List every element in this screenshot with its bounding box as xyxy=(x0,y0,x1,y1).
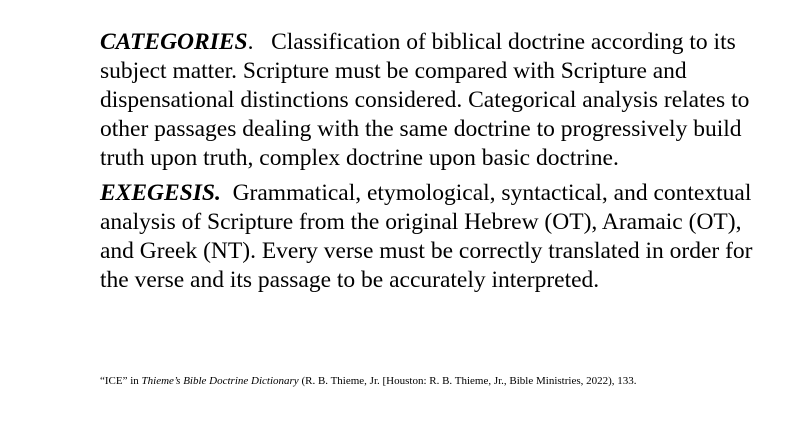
citation-title: Thieme’s Bible Doctrine Dictionary xyxy=(141,375,299,387)
citation xyxy=(100,374,780,388)
citation-prefix: “ICE” in xyxy=(100,375,142,387)
entry-categories xyxy=(100,28,760,173)
term-exegesis: EXEGESIS. xyxy=(100,180,221,206)
citation-suffix: (R. B. Thieme, Jr. [Houston: R. B. Thieme, Jr., Bible Ministries, 2022), 133. xyxy=(298,375,637,387)
entry-exegesis xyxy=(100,179,760,295)
definition-categories: Classification of biblical doctrine according to its subject matter. Scripture must be compared with Scripture and dispensational distinctions considered. Categorical analysis relates to other passages dealing with the same doctrine to progressively build truth upon truth, complex doctrine upon basic doctrine. xyxy=(100,29,750,171)
definitions xyxy=(100,28,760,295)
term-categories-punct: . xyxy=(247,29,254,55)
definition-exegesis: Grammatical, etymological, syntactical, and contextual analysis of Scripture from the original Hebrew (OT), Aramaic (OT), and Greek (NT). Every verse must be correctly translated in order for the verse and its passage to be accurately interpreted. xyxy=(100,180,753,293)
term-categories: CATEGORIES xyxy=(100,29,248,55)
